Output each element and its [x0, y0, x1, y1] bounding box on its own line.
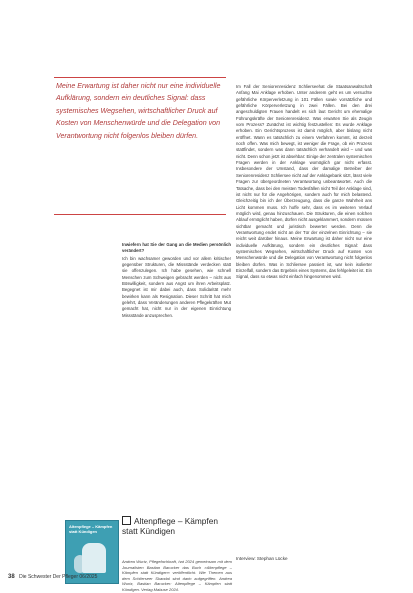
middle-column: [122, 242, 231, 319]
interview-credit: Interview: Stephan Lücke: [236, 556, 288, 561]
page-footer: [8, 574, 97, 580]
interview-answer: Ich bin wachsamer geworden und vor allem kritischer gegenüber Strukturen, die Missstände verdecken statt sie offenzulegen. Ich habe gesehen, wie schnell Menschen zum Schweigen gebracht werden – nicht aus Böswilligkeit, sondern aus Angst um ihren Arbeitsplatz. Begegnet ist mir dabei auch, dass Solidarität mehr bewirken kann als Resignation. Dieser Schritt hat mich gelehrt, dass Veränderungen anderen Pflegekräften Mut gemacht hat, nicht nur in der eigenen Einrichtung Missstände anzusprechen.: [122, 255, 231, 318]
pullquote: Meine Erwartung ist daher nicht nur eine individuelle Aufklärung, sondern ein deutliches Signal: dass systemisches Wegsehen, wirtschaftlicher Druck auf Kosten von Menschenwürde und die Delegation von Verantwortung nicht folgenlos bleiben dürfen.: [56, 82, 221, 140]
checkbox-icon: [122, 516, 131, 525]
pullquote-rule-bottom: [54, 214, 226, 215]
right-column-text: Im Fall der Seniorenresidenz Schlierseehat die Staatsanwaltschaft Anfang Mai Anklage erhoben. Unter anderem geht es um versuchte gefährliche Körperverletzung in 101 Fällen sowie vorsätzliche und gefährliche Körperverletzung in zwei Fällen. Bei den drei angeschuldigten Frauen handelt es sich laut Gericht um ehemalige Führungskräfte der Seniorenresidenz. Was erwarten Sie als Zeugin vom Prozess? Zunächst ist wichtig festzustellen: Es wurde Anklage erhoben. Ein Gerichtsprozess ist damit möglich, aber bislang nicht eröffnet. Wann es tatsächlich zu einem Verfahren kommt, ist derzeit noch offen. Was mich bewegt, ist weniger die Frage, ob ein Prozess stattfindet, sondern was dann tatsächlich verhandelt wird – und was nicht. Denn schon jetzt ist absehbar: Einige der zentralen systemischen Fragen werden in der Anklage womöglich gar nicht erfasst. Insbesondere der Umstand, dass der damalige Betreiber der Seniorenresidenz Schliersee nicht auf der Anklagebank sitzt, lässt viele Fragen zur übergeordneten Verantwortung unbeantwortet. Auch die Tatsache, dass bei den meisten Todesfällen nicht Teil der Anklage sind, ist nicht nur für die Angehörigen, sondern auch für mich belastend. Gleichzeitig bin ich der Überzeugung, dass die ganze Wahrheit ans Licht kommen muss. Ich hoffe sehr, dass es im weiteren Verlauf möglich wird, genau hinzuschauen. Die Strukturen, die einen solchen Ablauf ermöglicht haben, dürfen nicht ausgeklammert, sondern müssen sichtbar gemacht und juristisch bewertet werden. Denn die Verantwortung endet nicht an der Tür der einzelnen Einrichtung – sie reicht weit darüber hinaus. Meine Erwartung ist daher nicht nur eine individuelle Aufklärung, sondern ein deutliches Signal: dass systemisches Wegsehen, wirtschaftlicher Druck auf Kosten von Menschenwürde und die Delegation von Verantwortung nicht folgenlos bleiben dürfen. Was in Schliersee passiert ist, war kein isolierter Einzelfall, sondern das Ergebnis eines Systems, das fehlgeleitet ist. Ein Signal, dass so etwas nicht einfach hingenommen wird.: [236, 84, 372, 280]
page-number: 38: [8, 574, 15, 580]
infobox-title-text: Altenpflege – Kämpfen statt Kündigen: [122, 516, 218, 537]
pullquote-rule-top: [54, 77, 226, 78]
cover-figure-large: [82, 543, 106, 573]
infobox-title: [122, 516, 234, 536]
book-cover-title: Altenpflege – Kämpfen statt Kündigen: [69, 524, 113, 534]
right-column: [236, 84, 372, 281]
footer-text: Die Schwester Der Pfleger 06/2025: [19, 574, 98, 580]
interview-question: Inwiefern hat Sie der Gang an die Medien persönlich verändert?: [122, 242, 231, 254]
infobox-text: Andrea Wurtz, Pflegefachkraft, hat 2024 gemeinsam mit dem Journalisten Bastian Barucker das Buch »Altenpflege – Kämpfen statt Kündigen« veröffentlicht. Wie Themen aus dem Schlierseer Skandal sind darin aufgegriffen. Andrea Wurtz, Bastian Barucker: Altenpflege – Kämpfen statt Kündigen. Verlag Mabuse 2024.: [122, 559, 232, 592]
